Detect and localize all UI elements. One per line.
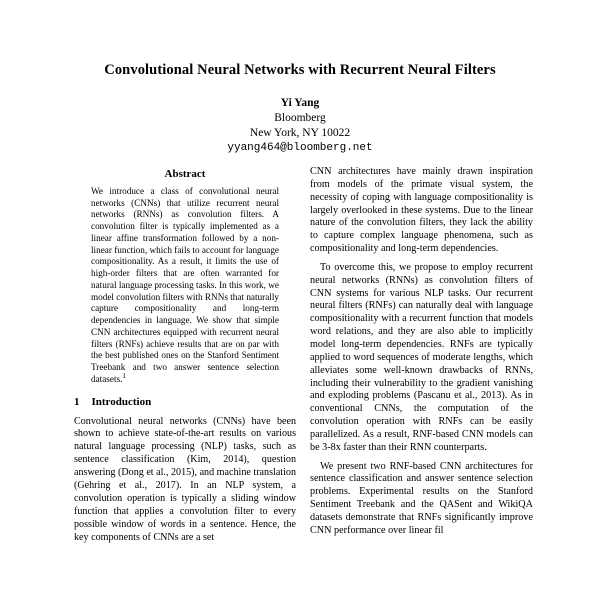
right-paragraph-1: CNN architectures have mainly drawn inspiration from models of the primate visual system, the necessity of coping with language compositionality is largely overlooked in these systems. Due to the linear nature of the convolution filters, they lack the ability to capture complex language phenomena, such as compositionality and long-term dependencies. bbox=[310, 166, 533, 255]
abstract-body: We introduce a class of convolutional neural networks (CNNs) that utilize recurrent neural networks (RNNs) as convolution filters. A convolution filter is typically implemented as a linear affine transformation followed by a non-linear function, which fails to account for language compositionality. As a result, it limits the use of high-order filters that are often warranted for natural language processing tasks. In this work, we model convolution filters with RNNs that naturally capture compositionality and long-term dependencies in language. We show that simple CNN architectures equipped with recurrent neural filters (RNFs) achieve results that are on par with the best published ones on the Stanford Sentiment Treebank and two answer sentence selection datasets. bbox=[91, 185, 279, 384]
right-paragraph-2: To overcome this, we propose to employ recurrent neural networks (RNNs) as convolution filters of CNN systems for various NLP tasks. Our recurrent neural filters (RNFs) can naturally deal with language compositionality with a recurrent function that models word relations, and they are also able to implicitly model long-term dependencies. RNFs are typically applied to word sequences of moderate lengths, which alleviates some well-known drawbacks of RNNs, including their vulnerability to the gradient vanishing and exploding problems (Pascanu et al., 2013). As in conventional CNNs, the computation of the convolution operation with RNFs can be easily parallelized. As a result, RNF-based CNN models can be 3-8x faster than their RNN counterparts. bbox=[310, 261, 533, 453]
paper-title: Convolutional Neural Networks with Recurrent Neural Filters bbox=[104, 62, 496, 78]
author-block bbox=[0, 96, 600, 156]
intro-paragraph-1: Convolutional neural networks (CNNs) have been shown to achieve state-of-the-art results on various natural language processing (NLP) tasks, such as sentence classification (Kim, 2014), question answering (Dong et al., 2015), and machine translation (Gehring et al., 2017). In an NLP system, a convolution operation is typically a sliding window function that applies a convolution filter to every possible window of words in a sentence. Hence, the key components of CNNs are a set bbox=[74, 415, 296, 543]
abstract-text bbox=[74, 186, 296, 386]
abstract-heading: Abstract bbox=[164, 168, 206, 180]
left-column bbox=[74, 168, 296, 545]
section-number: 1 bbox=[74, 395, 80, 408]
right-column bbox=[310, 166, 533, 538]
right-paragraph-3: We present two RNF-based CNN architectures for sentence classification and answer sentence selection problems. Experimental results on the Stanford Sentiment Treebank and the QASent and WikiQA datasets demonstrate that RNFs significantly improve CNN performance over linear fil bbox=[310, 460, 533, 536]
section-heading-introduction bbox=[74, 396, 296, 409]
author-affiliation: Bloomberg bbox=[274, 112, 326, 124]
author-name: Yi Yang bbox=[280, 97, 320, 109]
author-location: New York, NY 10022 bbox=[249, 127, 351, 139]
author-email[interactable]: yyang464@bloomberg.net bbox=[227, 142, 373, 154]
footnote-marker[interactable]: 1 bbox=[122, 371, 126, 380]
section-title: Introduction bbox=[91, 395, 152, 408]
